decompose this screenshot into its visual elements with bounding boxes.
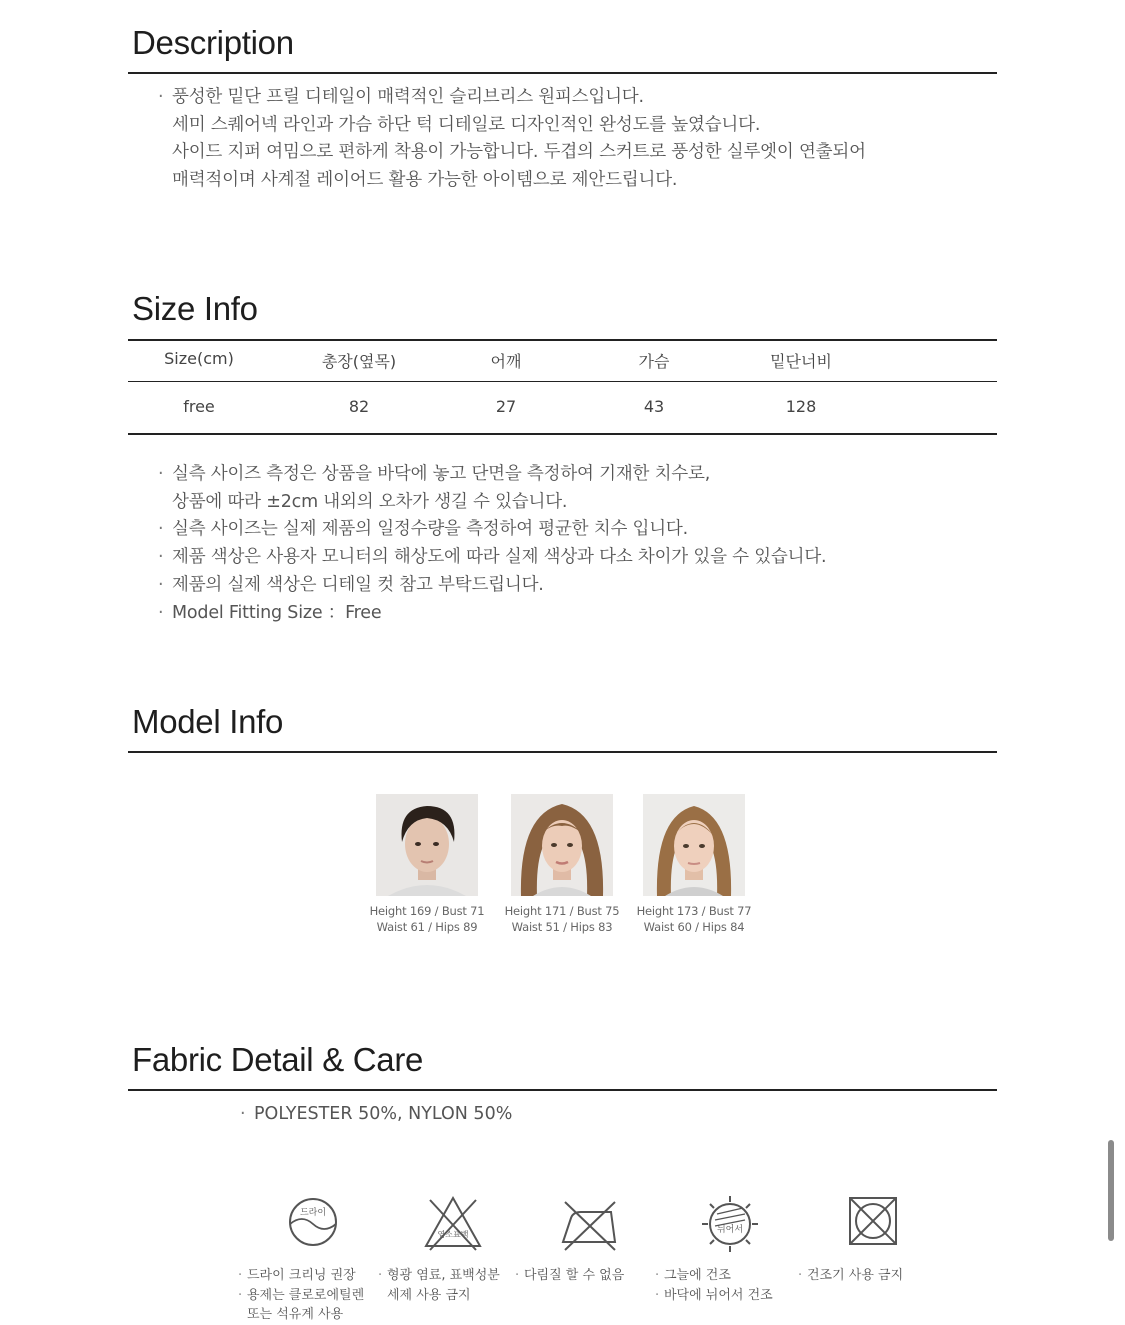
model-measure-line2: Waist 60 / Hips 84 [643,920,745,934]
fabric-care-title: Fabric Detail & Care [132,1041,424,1078]
dry-clean-icon [278,1190,348,1260]
care-item [655,1190,805,1305]
fabric-composition: · POLYESTER 50%, NYLON 50% [240,1104,513,1124]
size-header-cell: 가슴 [638,352,670,371]
model-measure-line1: Height 169 / Bust 71 [369,904,485,918]
size-note: · 실측 사이즈 측정은 상품을 바닥에 놓고 단면을 측정하여 기재한 치수로, [158,464,711,484]
description-title: Description [132,24,294,61]
no-bleach-icon-text: 염소표백 [437,1230,469,1239]
care-line: 또는 석유계 사용 [247,1307,344,1322]
size-table-bottom-rule [128,433,997,435]
size-note: 상품에 따라 ±2cm 내외의 오차가 생길 수 있습니다. [172,491,568,512]
size-note: · Model Fitting Size ：Free [158,602,382,623]
description-line: 사이드 지퍼 여밈으로 편하게 착용이 가능합니다. 두겹의 스커트로 풍성한 실루엣이 연출되어 [172,142,866,163]
model-photo [643,794,745,896]
no-bleach-icon [418,1190,488,1260]
size-table-header [128,349,997,379]
size-table-row [128,397,997,427]
care-line: 세제 사용 금지 [387,1287,471,1303]
description-line: · 풍성한 밑단 프릴 디테일이 매력적인 슬리브리스 원피스입니다. [158,87,644,107]
model-photo [511,794,613,896]
shade-dry-flat-icon [695,1190,765,1260]
description-list [158,84,866,195]
size-note: · 제품의 실제 색상은 디테일 컷 참고 부탁드립니다. [158,574,544,595]
care-line: · 건조기 사용 금지 [798,1268,904,1283]
care-line: · 형광 염료, 표백성분 [378,1268,500,1283]
no-tumble-dry-icon [838,1190,908,1260]
size-cell: 43 [643,397,665,416]
care-line: · 바닥에 뉘어서 건조 [655,1287,773,1303]
size-cell: 82 [348,397,370,416]
size-header-cell: 총장(옆목) [321,352,397,371]
size-table-top-rule [128,339,997,341]
model-info-title: Model Info [132,703,284,740]
care-item [238,1190,388,1325]
size-header-cell: 밑단너비 [770,352,832,371]
dry-clean-icon-text: 드라이 [299,1208,327,1218]
fabric-care-divider [128,1089,997,1091]
description-line: 매력적이며 사계절 레이어드 활용 가능한 아이템으로 제안드립니다. [172,170,678,191]
size-cell: free [183,397,215,416]
model-card [367,794,487,935]
model-info-divider [128,751,997,753]
model-measure-line1: Height 173 / Bust 77 [636,904,752,918]
model-card [502,794,622,935]
no-iron-icon [555,1190,625,1260]
size-header-cell: Size(cm) [164,349,234,368]
size-cell: 27 [495,397,517,416]
shade-dry-icon-text: 뉘어서 [716,1225,744,1235]
care-item [378,1190,528,1305]
model-measure-line2: Waist 51 / Hips 83 [511,920,613,934]
description-divider [128,72,997,74]
model-measure-line2: Waist 61 / Hips 89 [376,920,478,934]
care-line: · 드라이 크리닝 권장 [238,1268,356,1283]
care-item [798,1190,948,1286]
care-line: · 그늘에 건조 [655,1268,731,1283]
care-line: · 용제는 클로로에틸렌 [238,1287,365,1303]
description-line: 세미 스퀘어넥 라인과 가슴 하단 턱 디테일로 디자인적인 완성도를 높였습니다. [172,114,761,135]
scrollbar-thumb[interactable] [1108,1140,1114,1241]
size-cell: 128 [785,397,817,416]
model-card [634,794,754,935]
care-line: · 다림질 할 수 없음 [515,1268,625,1283]
size-note: · 실측 사이즈는 실제 제품의 일정수량을 측정하여 평균한 치수 입니다. [158,519,689,540]
model-photo [376,794,478,896]
model-measure-line1: Height 171 / Bust 75 [504,904,620,918]
size-info-title: Size Info [132,290,258,327]
size-header-cell: 어깨 [490,352,522,371]
size-note: · 제품 색상은 사용자 모니터의 해상도에 따라 실제 색상과 다소 차이가 있을 수 있습니다. [158,547,827,568]
size-notes-list [158,461,826,627]
model-list [0,794,1125,944]
size-table-mid-rule [128,381,997,382]
care-item [515,1190,665,1286]
